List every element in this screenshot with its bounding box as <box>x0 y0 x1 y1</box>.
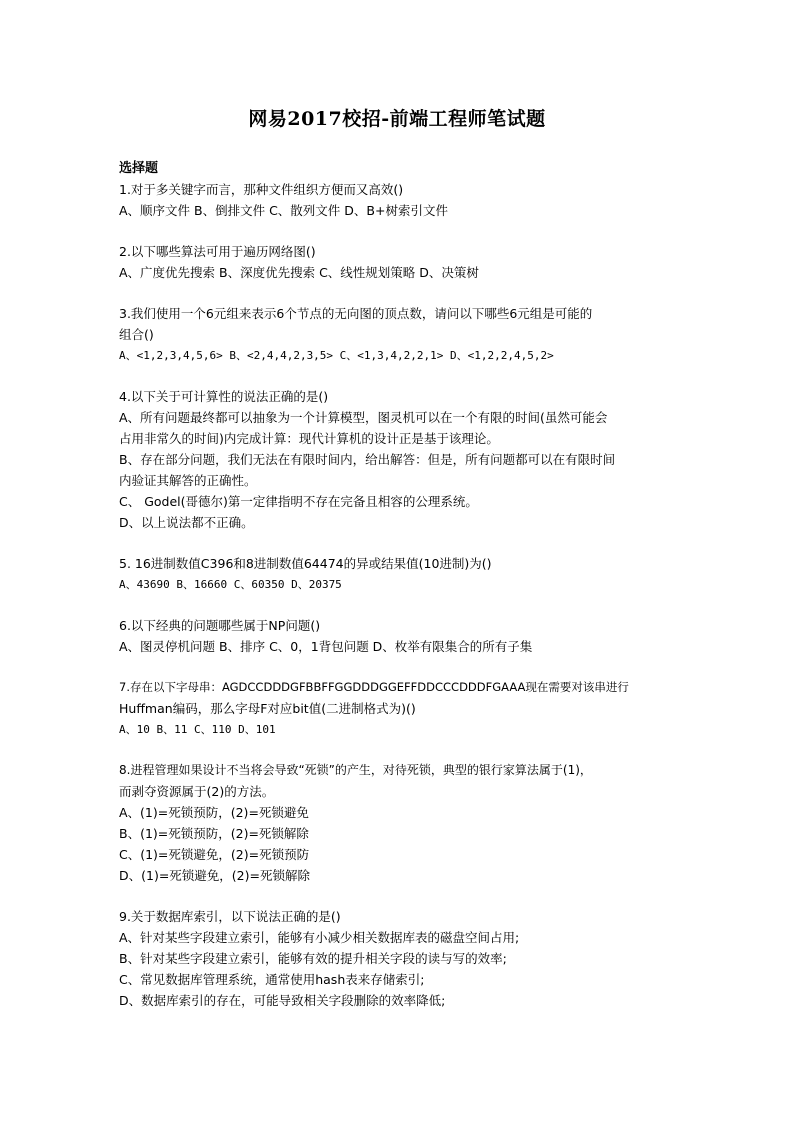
question-options: A、顺序文件 B、倒排文件 C、散列文件 D、B+树索引文件 <box>119 203 448 218</box>
option-a: A、所有问题最终都可以抽象为一个计算模型，图灵机可以在一个有限的时间(虽然可能会 <box>119 410 608 425</box>
option-a-continued: 占用非常久的时间)内完成计算：现代计算机的设计正是基于该理论。 <box>119 431 499 446</box>
question-stem: 7.存在以下字母串：AGDCCDDDGFBBFFGGDDDGGEFFDDCCCDDDFGAAA现在需要对该串进行 <box>119 680 629 694</box>
question-6 <box>119 615 689 657</box>
question-stem-continued: Huffman编码，那么字母F对应bit值(二进制格式为)() <box>119 701 416 716</box>
question-8 <box>119 760 689 886</box>
question-2 <box>119 241 689 283</box>
option-d: D、(1)=死锁避免，(2)=死锁解除 <box>119 868 310 883</box>
question-1 <box>119 179 689 221</box>
question-options: A、10 B、11 C、110 D、101 <box>119 723 276 736</box>
option-d: D、以上说法都不正确。 <box>119 515 254 530</box>
question-stem: 2.以下哪些算法可用于遍历网络图() <box>119 244 316 259</box>
option-b: B、针对某些字段建立索引，能够有效的提升相关字段的读与写的效率; <box>119 951 507 966</box>
question-options: A、图灵停机问题 B、排序 C、0，1背包问题 D、枚举有限集合的所有子集 <box>119 639 533 654</box>
option-d: D、数据库索引的存在，可能导致相关字段删除的效率降低; <box>119 993 446 1008</box>
page-title: 网易2017校招-前端工程师笔试题 <box>248 108 546 130</box>
question-options: A、<1,2,3,4,5,6> B、<2,4,4,2,3,5> C、<1,3,4,2,2,1> D、<1,2,2,4,5,2> <box>119 349 554 362</box>
option-c: C、 Godel(哥德尔)第一定律指明不存在完备且相容的公理系统。 <box>119 494 478 509</box>
question-stem: 4.以下关于可计算性的说法正确的是() <box>119 389 329 404</box>
option-a: A、针对某些字段建立索引，能够有小减少相关数据库表的磁盘空间占用; <box>119 930 520 945</box>
question-3 <box>119 303 689 366</box>
question-options: A、43690 B、16660 C、60350 D、20375 <box>119 578 342 591</box>
question-stem: 1.对于多关键字而言，那种文件组织方便而又高效() <box>119 182 404 197</box>
question-5 <box>119 553 689 595</box>
question-7 <box>119 677 689 740</box>
option-c: C、常见数据库管理系统，通常使用hash表来存储索引; <box>119 972 425 987</box>
question-stem: 6.以下经典的问题哪些属于NP问题() <box>119 618 321 633</box>
option-b: B、(1)=死锁预防，(2)=死锁解除 <box>119 826 309 841</box>
question-stem: 9.关于数据库索引，以下说法正确的是() <box>119 909 341 924</box>
document-body <box>119 158 689 1031</box>
question-stem: 3.我们使用一个6元组来表示6个节点的无向图的顶点数，请问以下哪些6元组是可能的 <box>119 306 593 321</box>
question-stem-continued: 而剥夺资源属于(2)的方法。 <box>119 784 275 799</box>
option-a: A、(1)=死锁预防，(2)=死锁避免 <box>119 805 309 820</box>
question-stem-continued: 组合() <box>119 327 154 342</box>
option-b: B、存在部分问题，我们无法在有限时间内，给出解答：但是，所有问题都可以在有限时间 <box>119 452 616 467</box>
section-heading: 选择题 <box>119 161 159 176</box>
question-9 <box>119 906 689 1011</box>
question-options: A、广度优先搜索 B、深度优先搜索 C、线性规划策略 D、决策树 <box>119 265 479 280</box>
question-4 <box>119 386 689 533</box>
question-stem: 8.进程管理如果设计不当将会导致“死锁”的产生，对待死锁，典型的银行家算法属于(1)， <box>119 763 592 777</box>
option-c: C、(1)=死锁避免，(2)=死锁预防 <box>119 847 310 862</box>
question-stem: 5. 16进制数值C396和8进制数值64474的异或结果值(10进制)为() <box>119 556 492 571</box>
option-b-continued: 内验证其解答的正确性。 <box>119 473 257 488</box>
